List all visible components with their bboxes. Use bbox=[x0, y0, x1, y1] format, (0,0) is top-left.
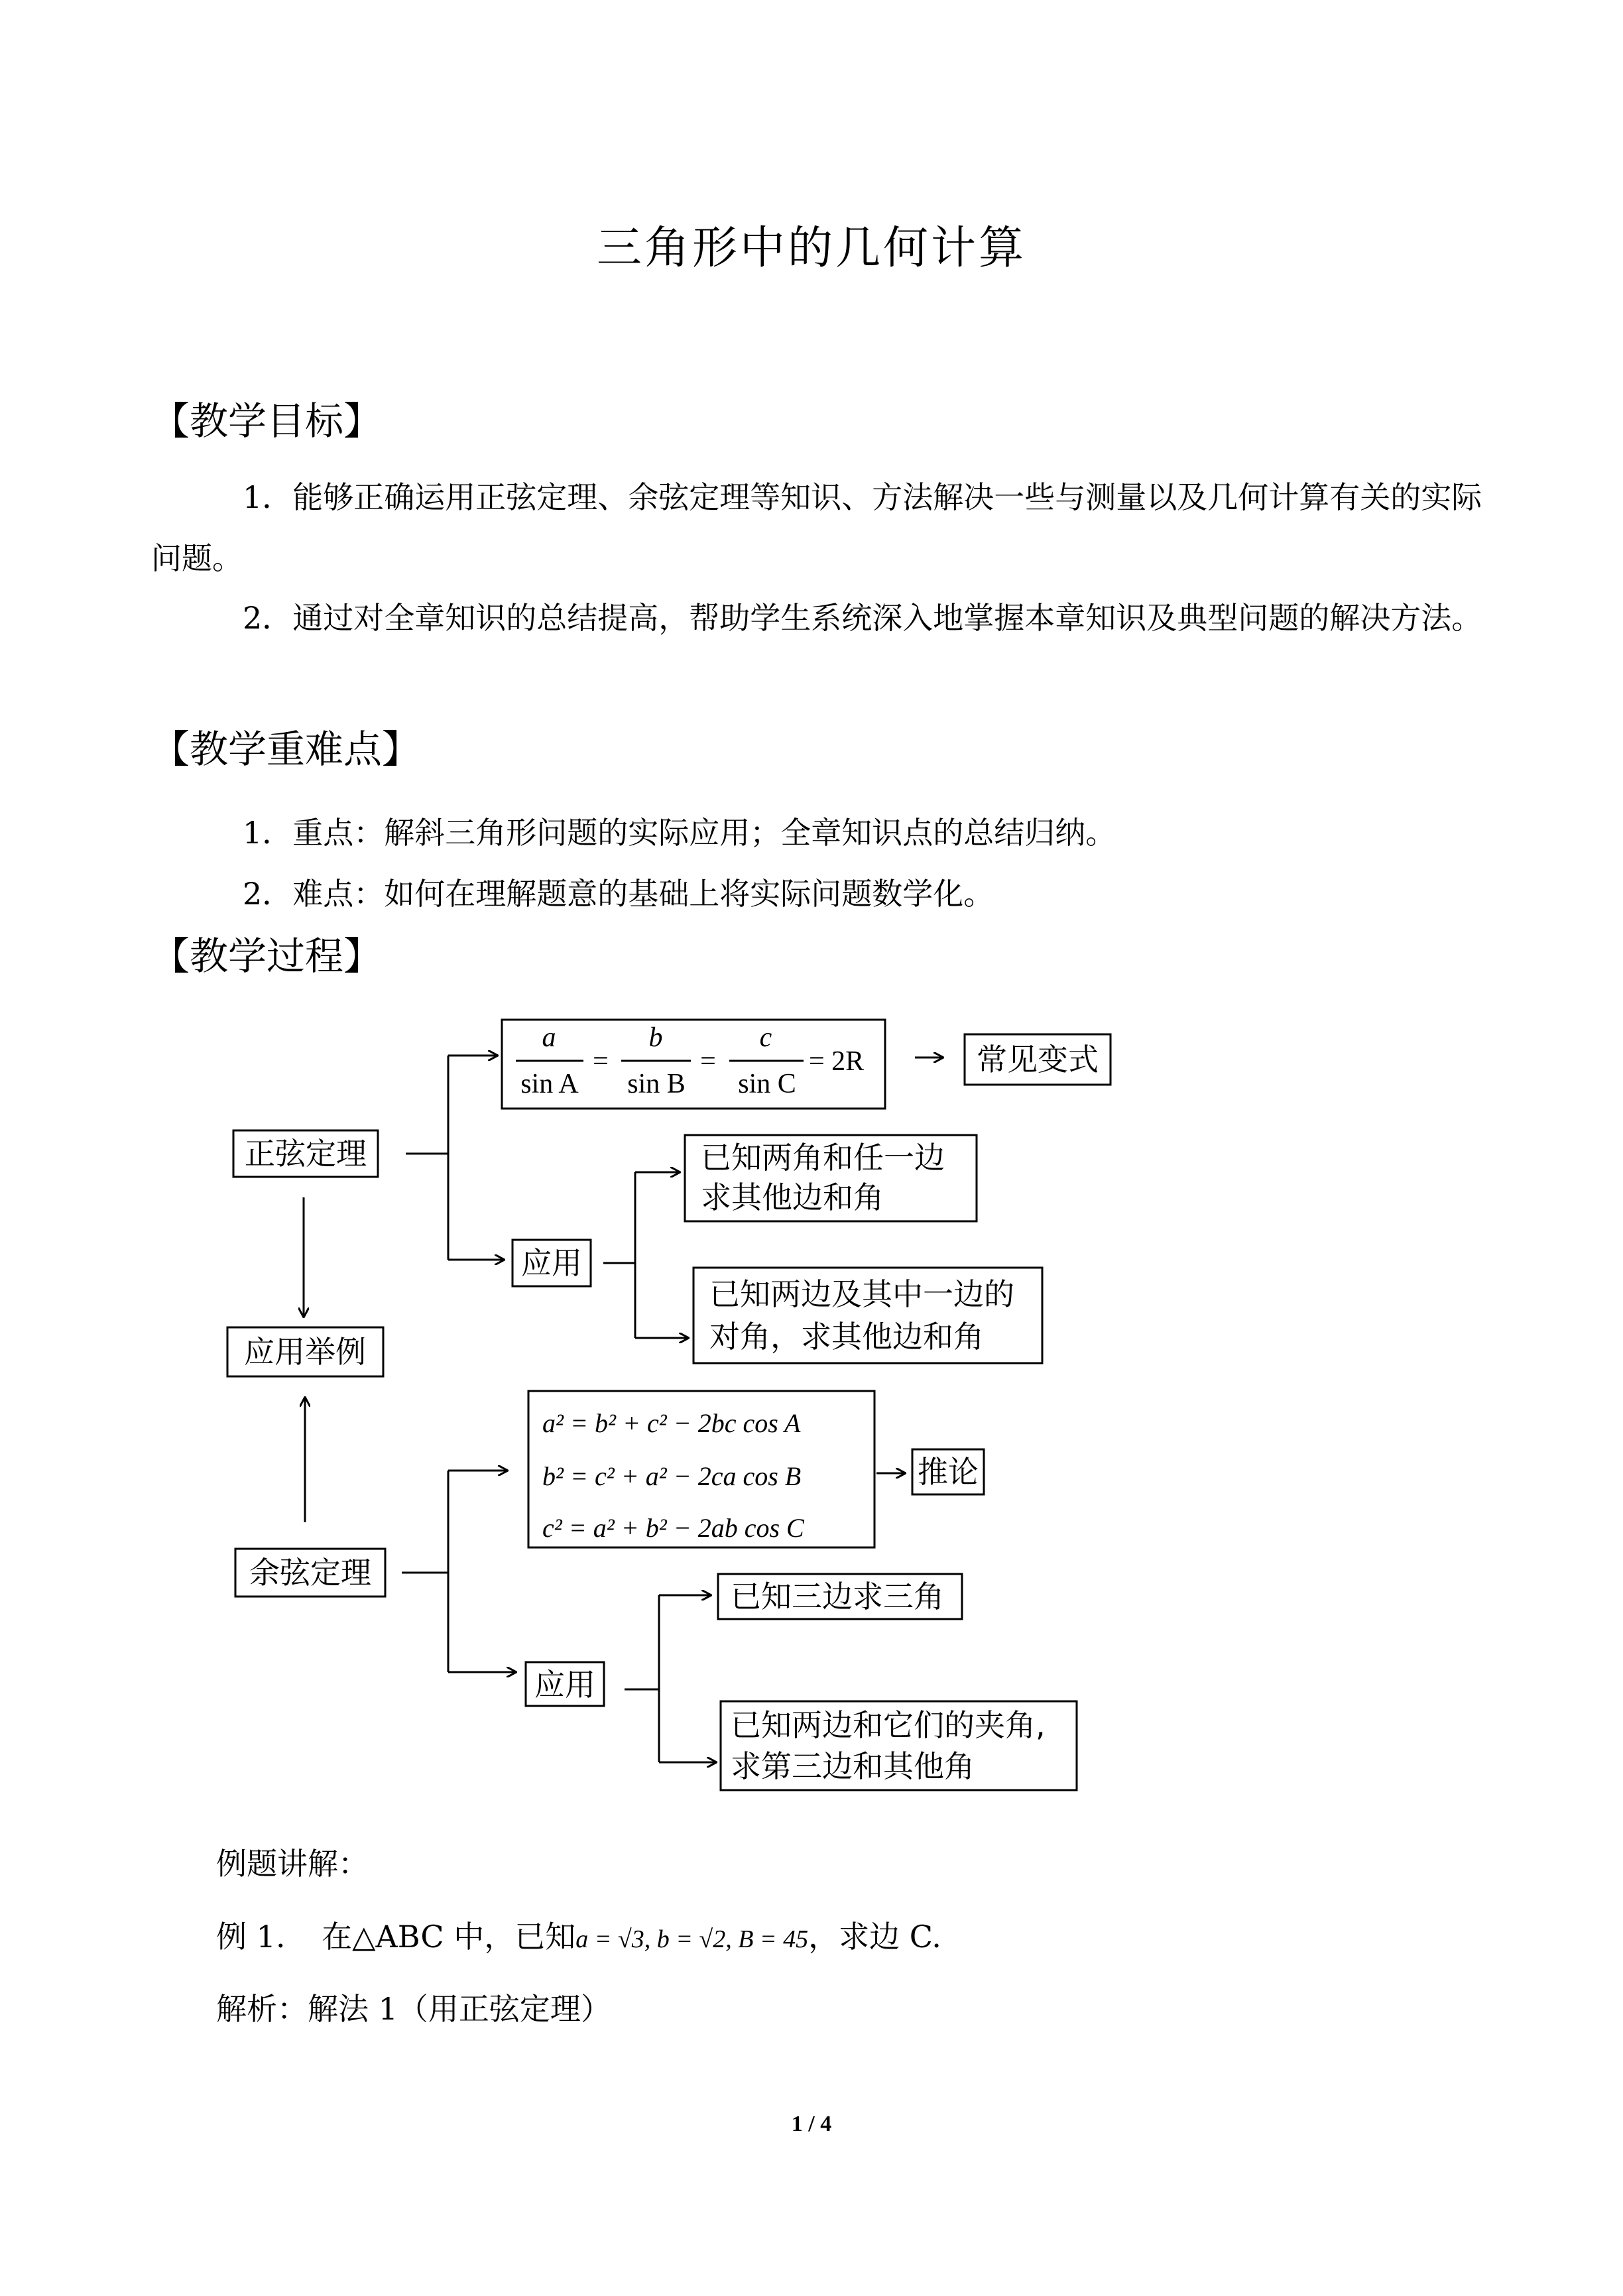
example-1-formula: a = √3, b = √2, B = 45 bbox=[575, 1925, 809, 1953]
key-point-2: 2．难点：如何在理解题意的基础上将实际问题数学化。 bbox=[243, 876, 994, 912]
equals-sign: = bbox=[700, 1046, 716, 1077]
sine-case-1-line2: 求其他边和角 bbox=[701, 1179, 884, 1215]
formula-rhs: = 2R bbox=[809, 1046, 865, 1077]
key-point-1: 1．重点：解斜三角形问题的实际应用；全章知识点的总结归纳。 bbox=[243, 815, 1116, 851]
cosine-apply-label: 应用 bbox=[534, 1667, 595, 1703]
example-1 bbox=[216, 1913, 941, 1957]
cos-case-1-label: 已知三边求三角 bbox=[731, 1579, 944, 1614]
cosine-theorem-label: 余弦定理 bbox=[249, 1555, 371, 1591]
applications-label: 应用举例 bbox=[244, 1334, 366, 1370]
corollary-label: 推论 bbox=[918, 1454, 979, 1490]
sine-case-2-line1: 已知两边及其中一边的 bbox=[709, 1276, 1014, 1312]
formula-numerator-c: c bbox=[759, 1022, 772, 1053]
cosine-formula-3: c² = a² + b² − 2ab cos C bbox=[542, 1513, 804, 1543]
formula-denominator-c: sin C bbox=[738, 1069, 796, 1099]
objective-1-text: 能够正确运用正弦定理、余弦定理等知识、方法解决一些与测量以及几何计算有关的实际问题。 bbox=[151, 479, 1482, 576]
formula-denominator-b: sin B bbox=[627, 1069, 686, 1099]
equals-sign: = bbox=[593, 1046, 609, 1077]
example-1-text-pre: 在△ABC 中，已知 bbox=[322, 1919, 576, 1955]
page-title: 三角形中的几何计算 bbox=[596, 222, 1026, 274]
key-points-heading: 【教学重难点】 bbox=[151, 727, 421, 772]
objective-1-num: 1． bbox=[243, 479, 293, 515]
cos-case-2-line2: 求第三边和其他角 bbox=[731, 1748, 975, 1784]
formula-numerator-a: a bbox=[542, 1022, 556, 1053]
sine-apply-label: 应用 bbox=[521, 1245, 582, 1281]
sine-theorem-label: 正弦定理 bbox=[245, 1136, 367, 1172]
cosine-formula-1: a² = b² + c² − 2bc cos A bbox=[542, 1408, 801, 1438]
objective-2-num: 2． bbox=[243, 600, 293, 636]
formula-denominator-a: sin A bbox=[520, 1069, 579, 1099]
example-1-label: 例 1. bbox=[216, 1919, 286, 1955]
sine-formula bbox=[516, 1022, 864, 1099]
process-heading: 【教学过程】 bbox=[151, 934, 383, 979]
sine-case-1-line1: 已知两角和任一边 bbox=[701, 1140, 945, 1176]
sine-case-2-line2: 对角，求其他边和角 bbox=[709, 1319, 984, 1355]
cosine-formula-2: b² = c² + a² − 2ca cos B bbox=[542, 1461, 802, 1491]
common-variants-label: 常见变式 bbox=[977, 1042, 1099, 1077]
objectives-heading: 【教学目标】 bbox=[151, 398, 383, 444]
objective-2-text: 通过对全章知识的总结提高，帮助学生系统深入地掌握本章知识及典型问题的解决方法。 bbox=[292, 600, 1482, 636]
examples-intro: 例题讲解： bbox=[216, 1846, 369, 1882]
cos-case-2-line1: 已知两边和它们的夹角, bbox=[731, 1707, 1046, 1743]
page-number: 1 / 4 bbox=[791, 2112, 832, 2136]
example-1-text-post: ，求边 C. bbox=[808, 1919, 941, 1955]
formula-numerator-b: b bbox=[648, 1022, 663, 1053]
solution-heading: 解析：解法 1（用正弦定理） bbox=[216, 1991, 611, 2027]
